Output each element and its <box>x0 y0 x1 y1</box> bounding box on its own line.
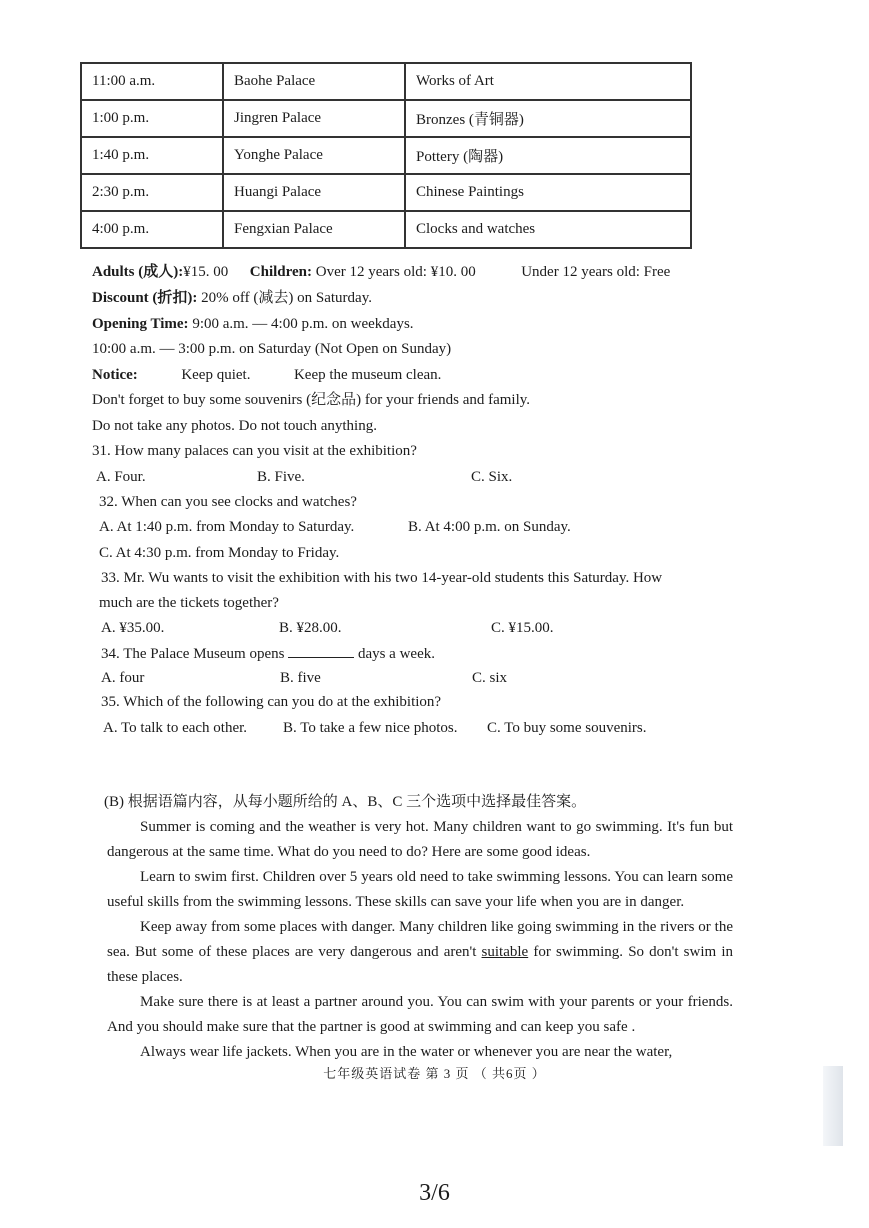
underlined-word-suitable: suitable <box>481 944 529 960</box>
exhibition-schedule-table <box>80 62 692 249</box>
opening-time-line <box>92 314 414 334</box>
schedule-exhibit-cell: Chinese Paintings <box>405 174 691 211</box>
notice-line <box>92 365 441 385</box>
q34-answer-blank <box>288 643 354 658</box>
notice-item-quiet: Keep quiet. <box>181 367 251 383</box>
schedule-exhibit-cell: Pottery (陶器) <box>405 137 691 174</box>
passage-paragraph-3 <box>107 915 733 990</box>
discount-label: Discount (折扣): <box>92 290 198 306</box>
question-31: 31. How many palaces can you visit at the exhibition? <box>92 443 417 459</box>
schedule-palace-cell: Fengxian Palace <box>223 211 405 248</box>
q33-option-b: B. ¥28.00. <box>279 620 342 636</box>
notice-souvenirs: Don't forget to buy some souvenirs (纪念品) for your friends and family. <box>92 392 531 408</box>
discount-text: 20% off (减去) on Saturday. <box>201 290 372 306</box>
schedule-palace-cell: Huangi Palace <box>223 174 405 211</box>
children-price: Over 12 years old: ¥10. 00 <box>315 264 476 280</box>
passage-paragraph-5: Always wear life jackets. When you are in the water or whenever you are near the water, <box>140 1044 673 1060</box>
passage-paragraph-2: Learn to swim first. Children over 5 years old need to take swimming lessons. You can learn some useful skills from the swimming lessons. These skills can save your life when you are in danger. <box>107 869 733 910</box>
page-footer: 七年级英语试卷 第 3 页 （ 共6页 ） <box>323 1066 546 1081</box>
q31-option-a: A. Four. <box>96 469 146 485</box>
under-12-price: Under 12 years old: Free <box>521 264 671 280</box>
schedule-row <box>81 100 691 137</box>
schedule-row <box>81 211 691 248</box>
discount-line <box>92 288 372 308</box>
section-b-heading: (B) 根据语篇内容，从每小题所给的 A、B、C 三个选项中选择最佳答案。 <box>104 794 587 810</box>
schedule-time-cell: 1:40 p.m. <box>81 137 223 174</box>
schedule-exhibit-cell: Clocks and watches <box>405 211 691 248</box>
page-number: 3/6 <box>419 1180 450 1206</box>
question-33-line1: 33. Mr. Wu wants to visit the exhibition with his two 14-year-old students this Saturday. How <box>101 570 663 586</box>
q34-text-before: 34. The Palace Museum opens <box>101 646 285 662</box>
opening-time-label: Opening Time: <box>92 316 189 332</box>
q35-option-b: B. To take a few nice photos. <box>283 720 458 736</box>
schedule-time-cell: 2:30 p.m. <box>81 174 223 211</box>
question-35: 35. Which of the following can you do at the exhibition? <box>101 694 442 710</box>
q32-option-a: A. At 1:40 p.m. from Monday to Saturday. <box>99 519 355 535</box>
q33-option-a: A. ¥35.00. <box>101 620 165 636</box>
passage-paragraph-4: Make sure there is at least a partner around you. You can swim with your parents or your friends. And you should make sure that the partner is good at swimming and can keep you safe . <box>107 994 733 1035</box>
children-label: Children: <box>249 264 312 280</box>
schedule-row <box>81 137 691 174</box>
q32-option-c: C. At 4:30 p.m. from Monday to Friday. <box>99 545 340 561</box>
q33-option-c: C. ¥15.00. <box>491 620 554 636</box>
question-32: 32. When can you see clocks and watches? <box>99 494 357 510</box>
scan-edge-shadow <box>823 1066 843 1146</box>
question-33-line2: much are the tickets together? <box>99 595 279 611</box>
p3-text-before: Keep away from some places with danger. Many children like going swimming in the rivers or the sea. But some of these places are very dangerous and aren't <box>107 919 733 960</box>
schedule-row <box>81 63 691 100</box>
schedule-time-cell: 4:00 p.m. <box>81 211 223 248</box>
adults-price: ¥15. 00 <box>183 264 229 280</box>
section-b-passage <box>107 790 733 1065</box>
q31-option-b: B. Five. <box>257 469 305 485</box>
ticket-prices <box>92 262 670 282</box>
q34-option-a: A. four <box>101 670 145 686</box>
question-34 <box>101 643 435 664</box>
notice-label: Notice: <box>92 367 138 383</box>
notice-photos: Do not take any photos. Do not touch anything. <box>92 418 377 434</box>
notice-item-clean: Keep the museum clean. <box>293 367 442 383</box>
q34-option-c: C. six <box>472 670 508 686</box>
q34-text-after: days a week. <box>357 646 435 662</box>
schedule-palace-cell: Jingren Palace <box>223 100 405 137</box>
passage-paragraph-1: Summer is coming and the weather is very hot. Many children want to go swimming. It's fun but dangerous at the same time. What do you need to do? Here are some good ideas. <box>107 819 733 860</box>
schedule-row <box>81 174 691 211</box>
q35-option-c: C. To buy some souvenirs. <box>487 720 647 736</box>
q31-option-c: C. Six. <box>471 469 513 485</box>
schedule-exhibit-cell: Works of Art <box>405 63 691 100</box>
saturday-hours: 10:00 a.m. — 3:00 p.m. on Saturday (Not Open on Sunday) <box>92 341 452 357</box>
adults-label: Adults (成人): <box>92 264 184 280</box>
weekday-hours: 9:00 a.m. — 4:00 p.m. on weekdays. <box>192 316 414 332</box>
schedule-exhibit-cell: Bronzes (青铜器) <box>405 100 691 137</box>
schedule-time-cell: 11:00 a.m. <box>81 63 223 100</box>
q35-option-a: A. To talk to each other. <box>103 720 248 736</box>
schedule-time-cell: 1:00 p.m. <box>81 100 223 137</box>
p3-text-after: for swimming. So don't swim in these places. <box>107 944 733 985</box>
q32-option-b: B. At 4:00 p.m. on Sunday. <box>408 519 571 535</box>
q34-option-b: B. five <box>280 670 321 686</box>
schedule-palace-cell: Yonghe Palace <box>223 137 405 174</box>
schedule-palace-cell: Baohe Palace <box>223 63 405 100</box>
